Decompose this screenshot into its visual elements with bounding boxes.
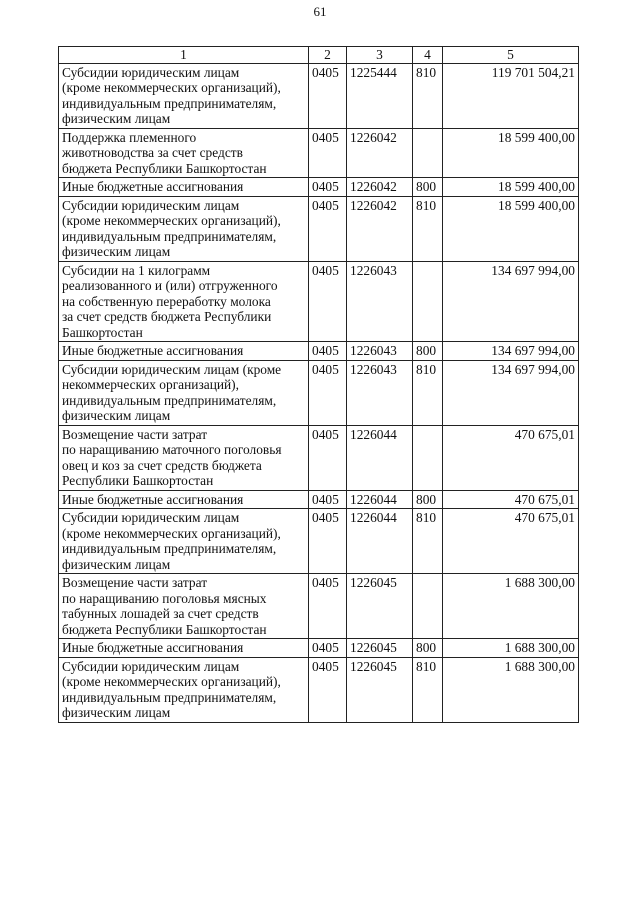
table-row [59,63,579,128]
header-col-3: 3 [347,47,413,64]
cell-section: 0405 [309,261,347,342]
cell-name: Иные бюджетные ассигнования [59,342,309,361]
cell-name: Субсидии юридическим лицам (кроме некоммерческих организаций), индивидуальным предпринимателям, физическим лицам [59,196,309,261]
cell-name: Иные бюджетные ассигнования [59,178,309,197]
cell-name: Возмещение части затрат по наращиванию маточного поголовья овец и коз за счет средств бюджета Республики Башкортостан [59,425,309,490]
cell-name: Иные бюджетные ассигнования [59,490,309,509]
cell-target-article: 1226045 [347,574,413,639]
table-row [59,128,579,178]
cell-target-article: 1226043 [347,342,413,361]
table-row [59,490,579,509]
cell-name: Субсидии юридическим лицам (кроме некоммерческих организаций), индивидуальным предпринимателям, физическим лицам [59,509,309,574]
cell-amount: 134 697 994,00 [443,261,579,342]
cell-amount: 1 688 300,00 [443,657,579,722]
cell-target-article: 1226044 [347,490,413,509]
table-row [59,261,579,342]
cell-expense-type [413,425,443,490]
cell-target-article: 1226043 [347,360,413,425]
cell-expense-type: 800 [413,490,443,509]
cell-target-article: 1226042 [347,196,413,261]
cell-target-article: 1226042 [347,178,413,197]
cell-section: 0405 [309,657,347,722]
cell-name: Субсидии юридическим лицам (кроме некоммерческих организаций), индивидуальным предпринимателям, физическим лицам [59,63,309,128]
cell-expense-type: 800 [413,342,443,361]
cell-expense-type: 800 [413,639,443,658]
table-header-row [59,47,579,64]
cell-amount: 119 701 504,21 [443,63,579,128]
table-row [59,639,579,658]
cell-target-article: 1226042 [347,128,413,178]
cell-amount: 134 697 994,00 [443,342,579,361]
cell-section: 0405 [309,425,347,490]
cell-amount: 18 599 400,00 [443,178,579,197]
cell-amount: 134 697 994,00 [443,360,579,425]
header-col-2: 2 [309,47,347,64]
cell-section: 0405 [309,509,347,574]
budget-table [58,46,579,723]
page-number: 61 [313,4,327,19]
cell-target-article: 1226043 [347,261,413,342]
cell-expense-type [413,261,443,342]
cell-amount: 470 675,01 [443,490,579,509]
cell-target-article: 1226044 [347,509,413,574]
cell-expense-type: 800 [413,178,443,197]
cell-expense-type: 810 [413,63,443,128]
table-row [59,425,579,490]
cell-amount: 1 688 300,00 [443,574,579,639]
cell-amount: 18 599 400,00 [443,128,579,178]
cell-section: 0405 [309,639,347,658]
cell-section: 0405 [309,574,347,639]
table-row [59,178,579,197]
cell-amount: 1 688 300,00 [443,639,579,658]
table-row [59,342,579,361]
cell-expense-type: 810 [413,509,443,574]
cell-name: Иные бюджетные ассигнования [59,639,309,658]
table-row [59,196,579,261]
cell-target-article: 1226045 [347,657,413,722]
cell-target-article: 1225444 [347,63,413,128]
cell-section: 0405 [309,196,347,261]
header-col-1: 1 [59,47,309,64]
cell-expense-type [413,574,443,639]
cell-expense-type: 810 [413,657,443,722]
cell-expense-type [413,128,443,178]
cell-name: Субсидии юридическим лицам (кроме некоммерческих организаций), индивидуальным предпринимателям, физическим лицам [59,657,309,722]
cell-section: 0405 [309,178,347,197]
header-col-5: 5 [443,47,579,64]
table-row [59,360,579,425]
cell-section: 0405 [309,360,347,425]
cell-section: 0405 [309,128,347,178]
cell-name: Субсидии на 1 килограмм реализованного и (или) отгруженного на собственную переработку молока за счет средств бюджета Республики Башкортостан [59,261,309,342]
cell-section: 0405 [309,63,347,128]
cell-name: Поддержка племенного животноводства за счет средств бюджета Республики Башкортостан [59,128,309,178]
table-row [59,509,579,574]
header-col-4: 4 [413,47,443,64]
cell-section: 0405 [309,490,347,509]
table-row [59,657,579,722]
table-body [59,63,579,722]
cell-amount: 470 675,01 [443,425,579,490]
table-row [59,574,579,639]
cell-section: 0405 [309,342,347,361]
cell-amount: 18 599 400,00 [443,196,579,261]
cell-target-article: 1226045 [347,639,413,658]
cell-expense-type: 810 [413,196,443,261]
cell-amount: 470 675,01 [443,509,579,574]
cell-expense-type: 810 [413,360,443,425]
cell-name: Возмещение части затрат по наращиванию поголовья мясных табунных лошадей за счет средств бюджета Республики Башкортостан [59,574,309,639]
cell-name: Субсидии юридическим лицам (кроме некоммерческих организаций), индивидуальным предпринимателям, физическим лицам [59,360,309,425]
cell-target-article: 1226044 [347,425,413,490]
